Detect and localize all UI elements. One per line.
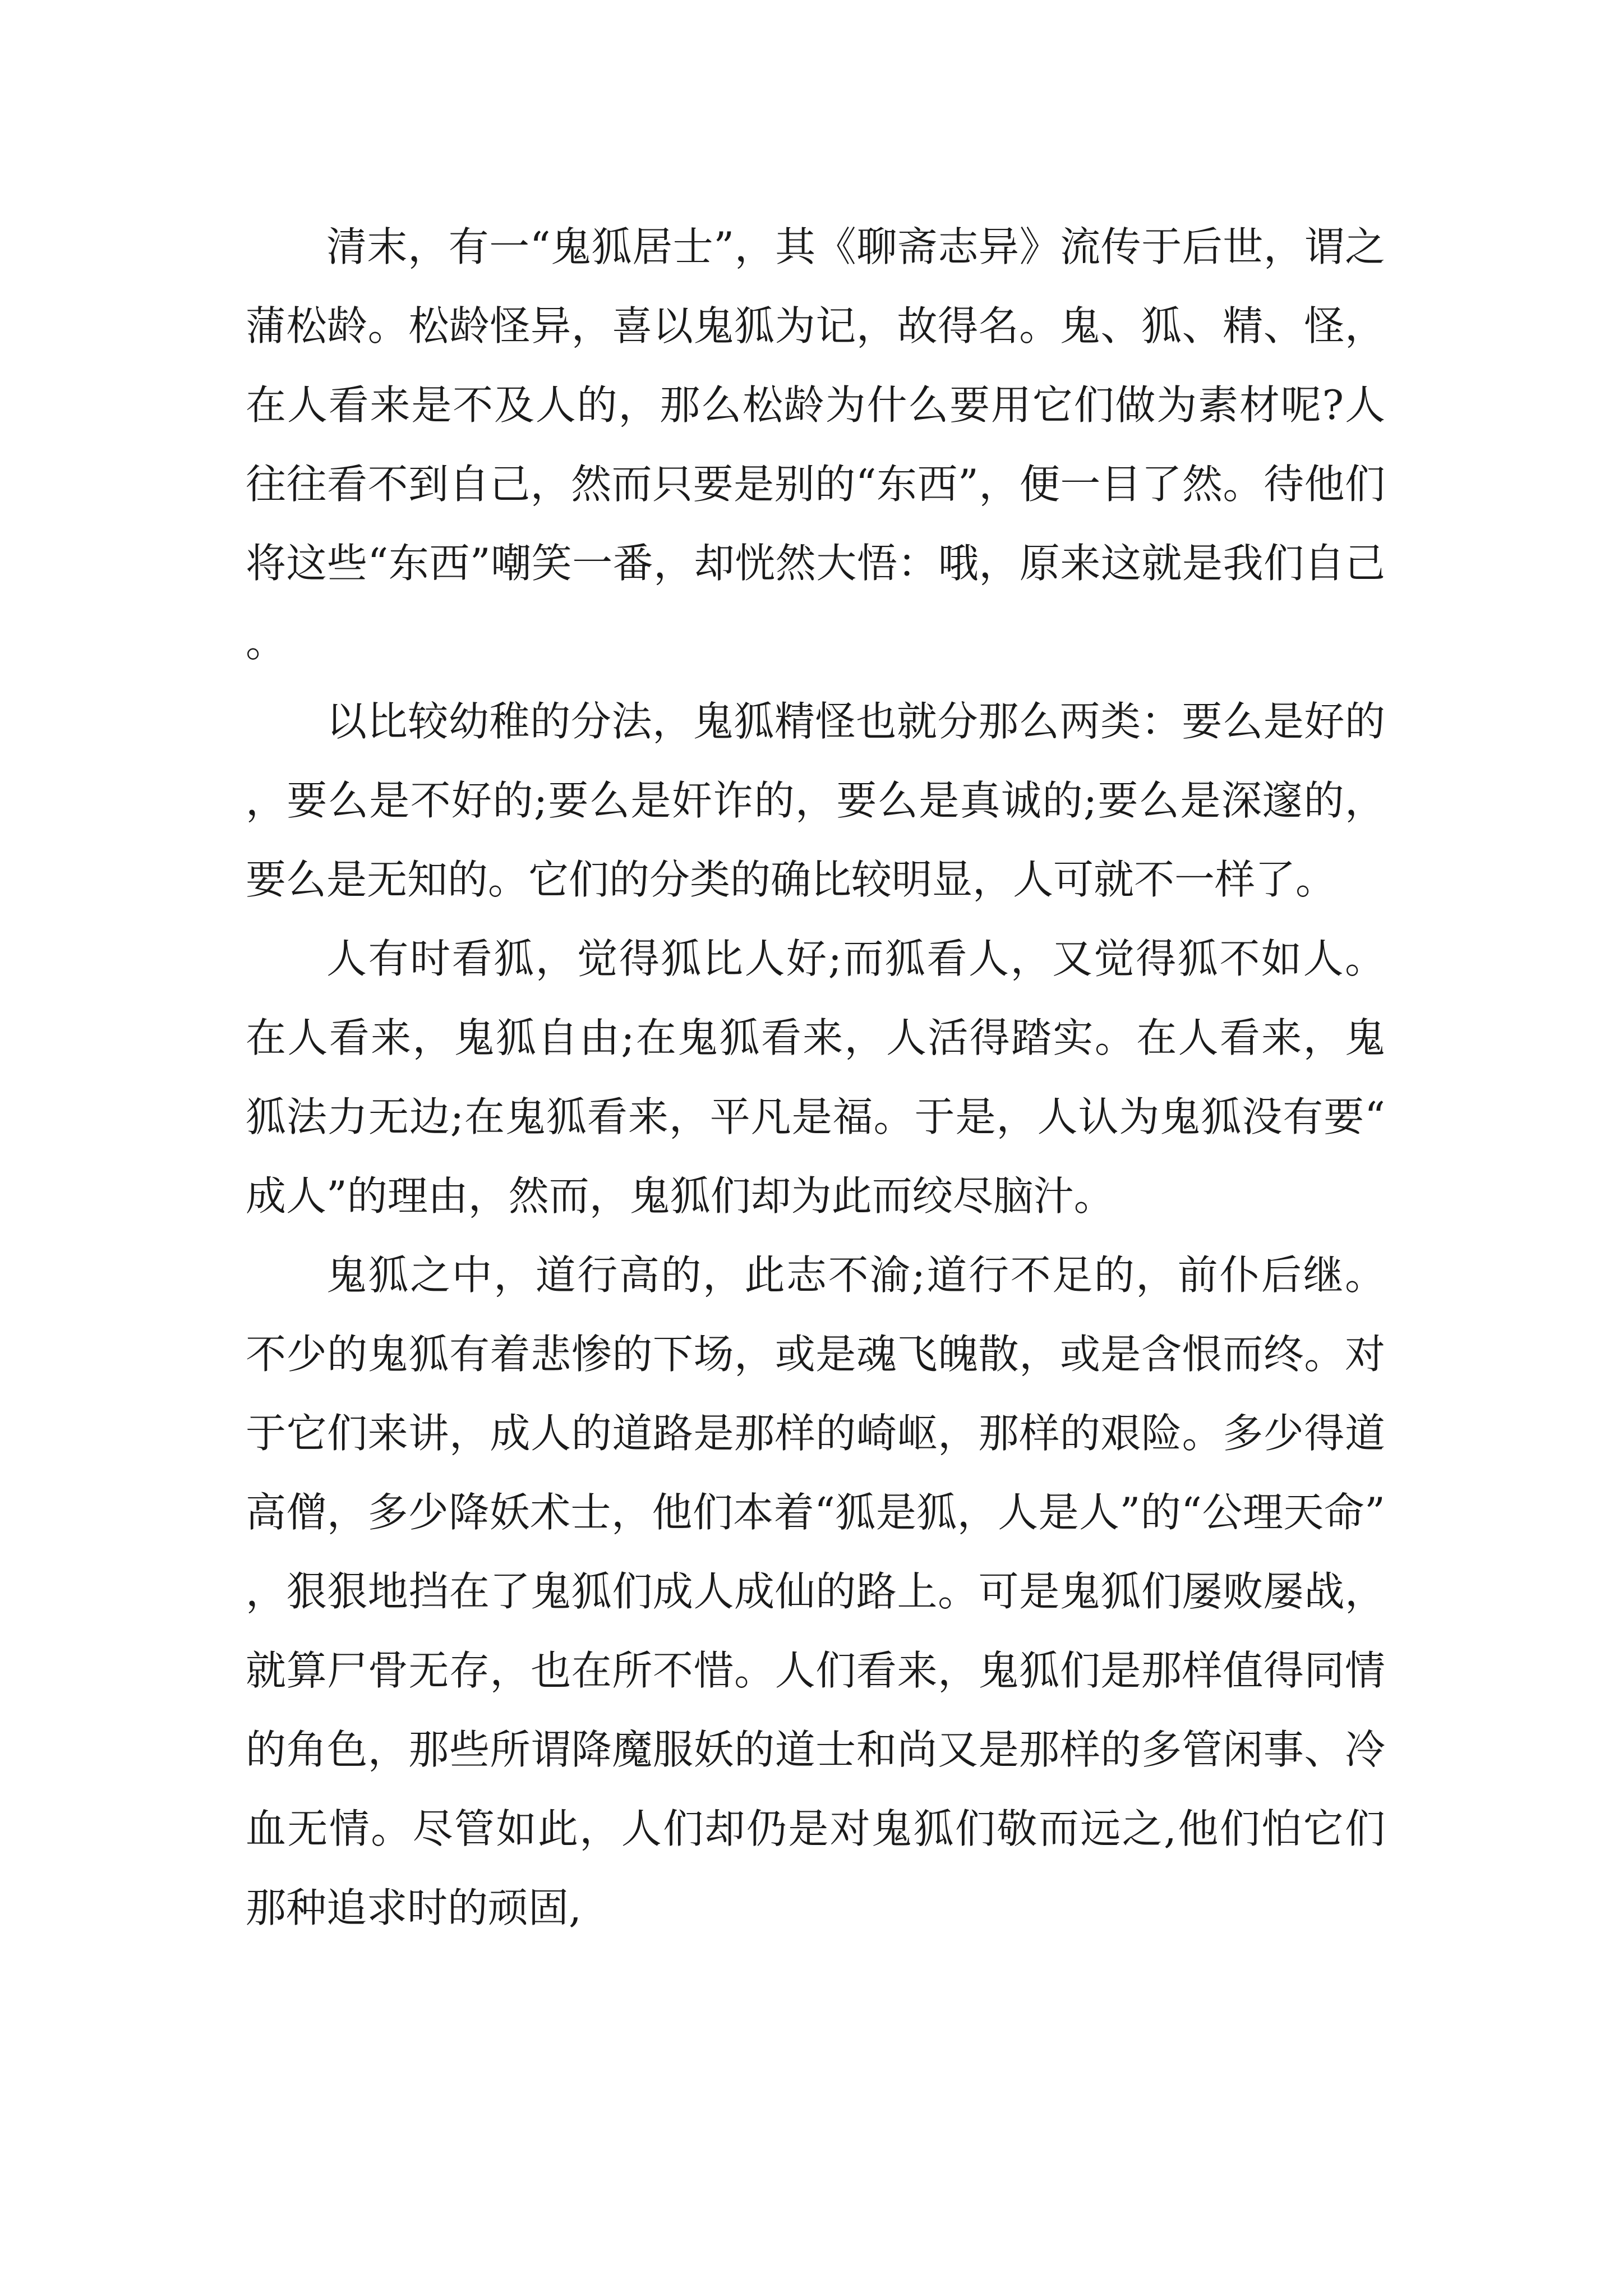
paragraph-1: 清末，有一“鬼狐居士”，其《聊斋志异》流传于后世，谓之蒲松龄。松龄怪异，喜以鬼狐为记，故得名。鬼、狐、精、怪，在人看来是不及人的，那么松龄为什么要用它们做为素材呢?人往往看不到自己，然而只要是别的“东西”，便一目了然。待他们将这些“东西”嘲笑一番，却恍然大悟：哦，原来这就是我们自己。 [246, 223, 1385, 666]
paragraph-4: 鬼狐之中，道行高的，此志不渝;道行不足的，前仆后继。不少的鬼狐有着悲惨的下场，或是魂飞魄散，或是含恨而终。对于它们来讲，成人的道路是那样的崎岖，那样的艰险。多少得道高僧，多少降妖术士，他们本着“狐是狐，人是人”的“公理天命”，狠狠地挡在了鬼狐们成人成仙的路上。可是鬼狐们屡败屡战，就算尸骨无存，也在所不惜。人们看来，鬼狐们是那样值得同情的角色，那些所谓降魔服妖的道士和尚又是那样的多管闲事、冷血无情。尽管如此，人们却仍是对鬼狐们敬而远之,他们怕它们那种追求时的顽固, [246, 1251, 1385, 1931]
paragraph-2: 以比较幼稚的分法，鬼狐精怪也就分那么两类：要么是好的，要么是不好的;要么是奸诈的，要么是真诚的;要么是深邃的，要么是无知的。它们的分类的确比较明显，人可就不一样了。 [246, 698, 1385, 903]
article-body [246, 208, 1385, 1948]
paragraph-3: 人有时看狐，觉得狐比人好;而狐看人，又觉得狐不如人。在人看来，鬼狐自由;在鬼狐看来，人活得踏实。在人看来，鬼狐法力无边;在鬼狐看来，平凡是福。于是，人认为鬼狐没有要“成人”的理由，然而，鬼狐们却为此而绞尽脑汁。 [246, 935, 1385, 1220]
